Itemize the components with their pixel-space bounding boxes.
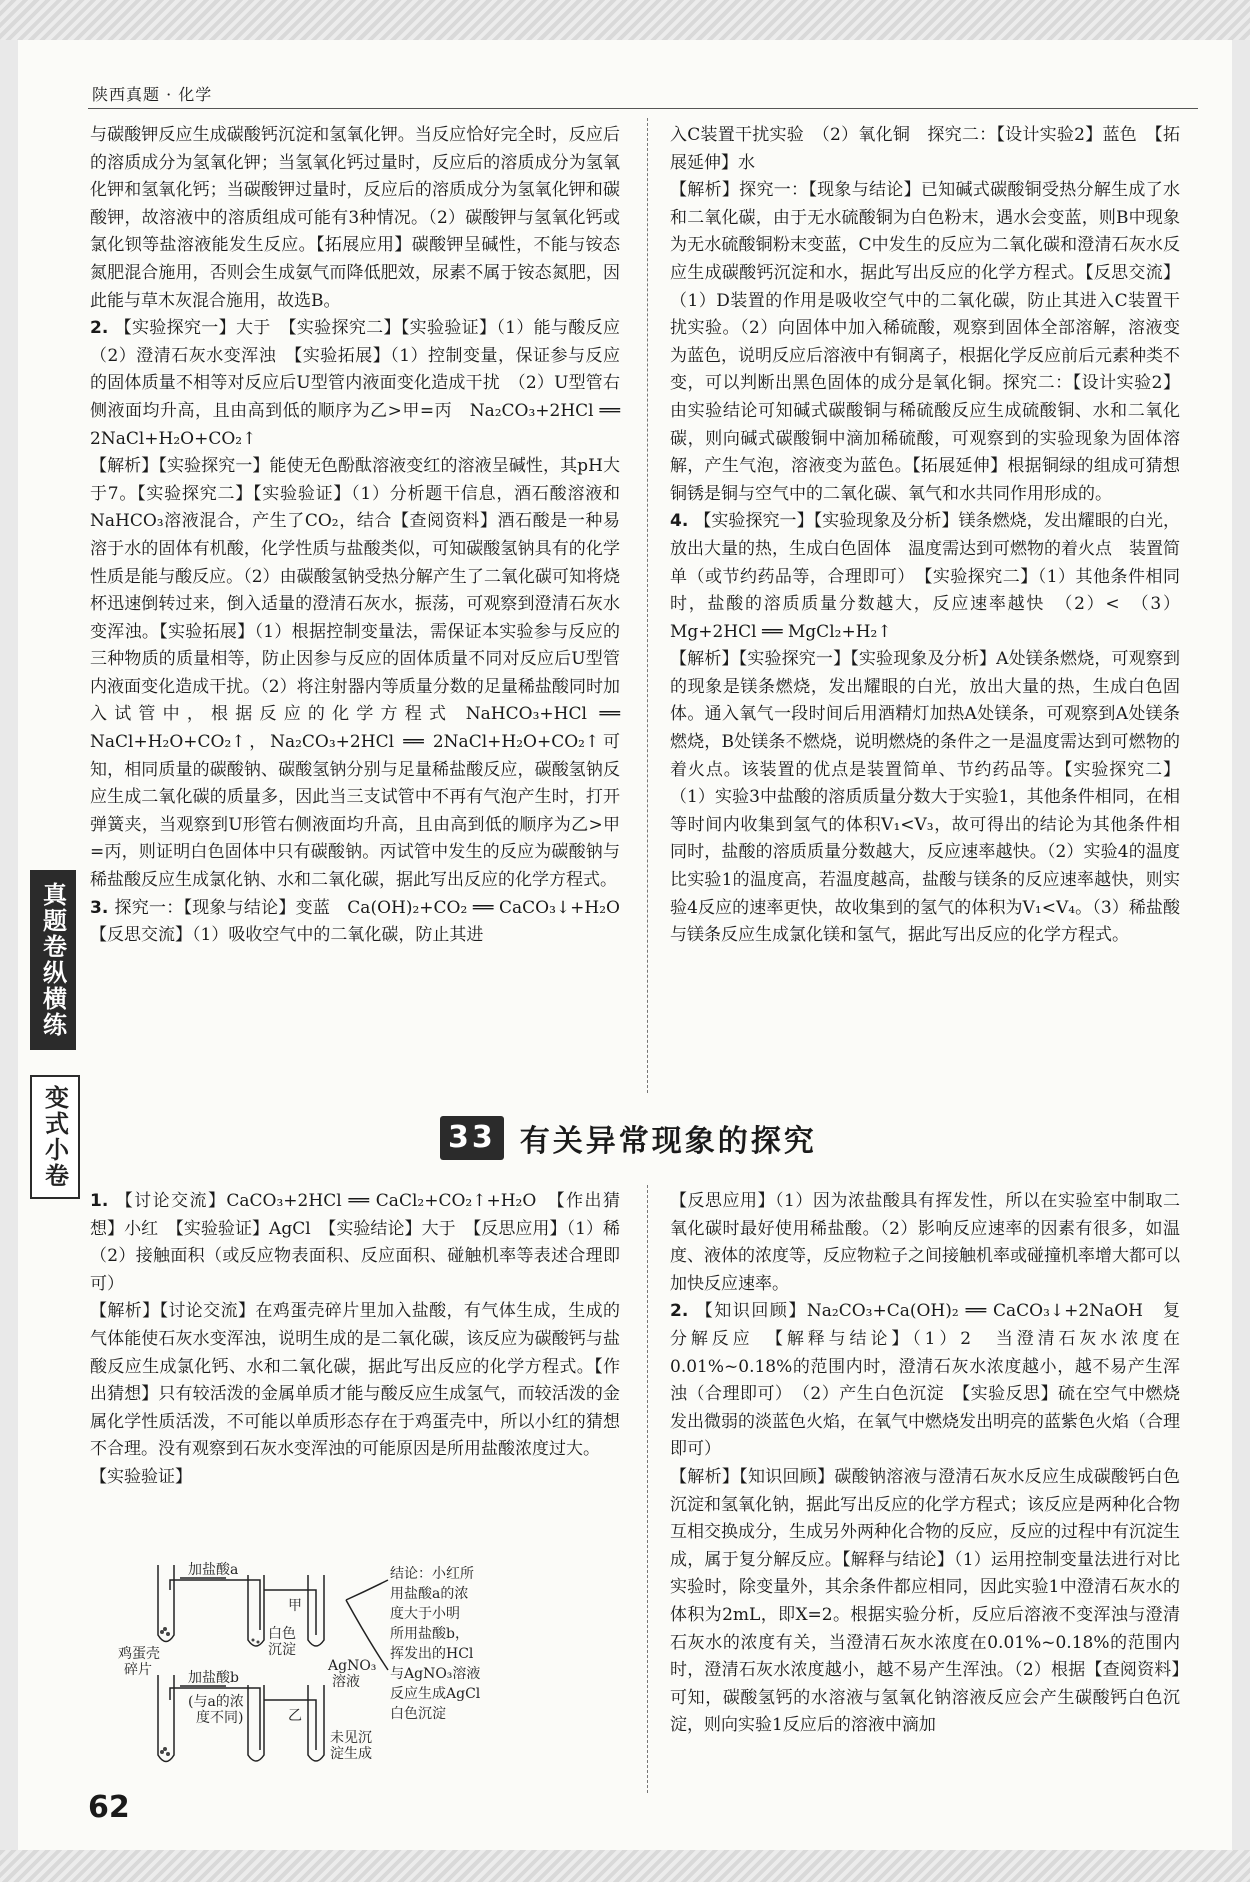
answer-2 — [90, 315, 637, 453]
conclusion-line: 挥发出的HCl — [390, 1646, 474, 1662]
side-tab-variant: 变式小卷 — [30, 1075, 80, 1199]
s33-answer-1-continuation: 【反思应用】（1）因为浓盐酸具有挥发性，所以在实验室中制取二氧化碳时最好使用稀盐酸。（2）影响反应速率的因素有很多，如温度、液体的浓度等，反应物粒子之间接触机率或碰撞机率增大都可以加快反应速率。 — [670, 1191, 1180, 1294]
question-number: 1. — [90, 1191, 109, 1211]
section-number: 33 — [440, 1116, 504, 1160]
answer-3-continuation: 入C装置干扰实验 （2）氧化铜 探究二：【设计实验2】蓝色 【拓展延伸】水 — [670, 125, 1180, 173]
label-yi: 乙 — [288, 1708, 302, 1724]
label-no-ppt-2: 淀生成 — [330, 1746, 372, 1762]
receiving-tube-jia — [248, 1575, 264, 1646]
answer-4-text: 【实验探究一】【实验现象及分析】镁条燃烧，发出耀眼的白光，放出大量的热，生成白色固体 温度需达到可燃物的着火点 装置简单（或节约药品等，合理即可） 【实验探究二】（1）其他条件相同时，盐酸的溶质质量分数越大，反应速率越快 （2）< （3）Mg+2HCl ══ MgCl₂+H₂↑ — [670, 511, 1180, 642]
experiment-verification-label: 【实验验证】 — [90, 1466, 192, 1487]
column-bottom-left — [90, 1188, 637, 1492]
label-add-acid-b: 加盐酸b — [188, 1670, 239, 1686]
experiment-diagram — [118, 1560, 618, 1780]
section-title: 有关异常现象的探究 — [519, 1124, 817, 1159]
answer-1-continuation: 与碳酸钾反应生成碳酸钙沉淀和氢氧化钾。当反应恰好完全时，反应后的溶质成分为氢氧化钾；当氢氧化钙过量时，反应后的溶质成分为氢氧化钾和氢氧化钙；当碳酸钾过量时，反应后的溶质成分为氢氧化钾和碳酸钾，故溶液中的溶质组成可能有3种情况。（2）碳酸钾与氢氧化钙或氯化钡等盐溶液能发生反应。【拓展应用】碳酸钾呈碱性，不能与铵态氮肥混合施用，否则会生成氨气而降低肥效，尿素不属于铵态氮肥，因此能与草木灰混合施用，故选B。 — [90, 125, 620, 311]
page-border-top — [0, 0, 1250, 40]
header-rule — [88, 108, 1198, 109]
s33-answer-2-analysis: 【解析】【知识回顾】碳酸钠溶液与澄清石灰水反应生成碳酸钙白色沉淀和氢氧化钠，据此写出反应的化学方程式；该反应是两种化合物互相交换成分，生成另外两种化合物的反应，反应的过程中有沉淀生成，属于复分解反应。【解释与结论】（1）运用控制变量法进行对比实验时，除变量外，其余条件都应相同，因此实验1中澄清石灰水的体积为2mL，即X=2。根据实验分析，反应后溶液不变浑浊与澄清石灰水的浓度有关，当澄清石灰水浓度在0.01%~0.18%的范围内时，澄清石灰水浓度越小，越不易产生浑浊。（2）根据【查阅资料】可知，碳酸氢钙的水溶液与氢氧化钠溶液反应会产生碳酸钙白色沉淀，则向实验1反应后的溶液中滴加 — [670, 1466, 1180, 1736]
question-number: 2. — [90, 318, 109, 339]
label-agno3-1: AgNO₃ — [328, 1658, 377, 1674]
label-white-ppt-2: 沉淀 — [268, 1642, 296, 1658]
answer-2-text: 【实验探究一】大于 【实验探究二】【实验验证】（1）能与酸反应 （2）澄清石灰水变浑浊 【实验拓展】（1）控制变量，保证参与反应的固体质量不相等对反应后U型管内液面变化造成干扰 （2）U型管右侧液面均升高，且由高到低的顺序为乙>甲=丙 Na₂CO₃+2HCl ══ 2NaCl+H₂O+CO₂↑ — [90, 318, 637, 449]
answer-4 — [670, 508, 1180, 646]
label-eggshell-2: 碎片 — [124, 1662, 152, 1678]
running-header: 陕西真题 · 化学 — [92, 85, 213, 104]
conclusion-line: 所用盐酸b， — [390, 1626, 469, 1642]
conclusion-bracket — [346, 1580, 388, 1600]
label-no-ppt-1: 未见沉 — [330, 1730, 372, 1746]
diagram-conclusion — [390, 1565, 481, 1722]
receiving-tube-lower — [248, 1685, 264, 1761]
label-acid-b-note-2: 度不同) — [196, 1710, 244, 1726]
question-number: 3. — [90, 897, 109, 918]
column-divider-bottom — [647, 1185, 648, 1793]
column-bottom-right — [670, 1188, 1180, 1740]
conclusion-line: 度大于小明 — [390, 1606, 460, 1622]
label-eggshell-1: 鸡蛋壳 — [118, 1646, 160, 1662]
label-jia: 甲 — [288, 1598, 302, 1614]
page-number: 62 — [88, 1790, 130, 1825]
question-number: 2. — [670, 1301, 689, 1322]
answer-4-analysis: 【解析】【实验探究一】【实验现象及分析】A处镁条燃烧，可观察到的现象是镁条燃烧，发出耀眼的白光，放出大量的热，生成白色固体。通入氧气一段时间后用酒精灯加热A处镁条，可观察到A处镁条燃烧，B处镁条不燃烧，说明燃烧的条件之一是温度需达到可燃物的着火点。该装置的优点是装置简单、节约药品等。【实验探究二】（1）实验3中盐酸的溶质质量分数大于实验1，其他条件相同，在相等时间内收集到氢气的体积V₁<V₃，故可得出的结论为其他条件相同时，盐酸的溶质质量分数越大，反应速率越快。（2）实验4的温度比实验1的温度高，若温度越高，盐酸与镁条的反应速率越快，则实验4反应的速率更快，故收集到的氢气的体积为V₁<V₄。（3）稀盐酸与镁条反应生成氯化镁和氢气，据此写出反应的化学方程式。 — [670, 649, 1180, 946]
column-top-left — [90, 122, 637, 950]
answer-3-text: 探究一：【现象与结论】变蓝 Ca(OH)₂+CO₂ ══ CaCO₃↓+H₂O 【反思交流】（1）吸收空气中的二氧化碳，防止其进 — [90, 897, 637, 946]
conclusion-line: 反应生成AgCl — [390, 1686, 481, 1702]
delivery-tube-a — [170, 1580, 260, 1630]
answer-2-analysis: 【解析】【实验探究一】能使无色酚酞溶液变红的溶液呈碱性，其pH大于7。【实验探究二】【实验验证】（1）分析题干信息，酒石酸溶液和NaHCO₃溶液混合，产生了CO₂，结合【查阅资料】酒石酸是一种易溶于水的固体有机酸，化学性质与盐酸类似，可知碳酸氢钠具有的化学性质是能与酸反应。（2）由碳酸氢钠受热分解产生了二氧化碳可知将烧杯迅速倒转过来，倒入适量的澄清石灰水，振荡，可观察到澄清石灰水变浑浊。【实验拓展】（1）根据控制变量法，需保证本实验参与反应的三种物质的质量相等，防止因参与反应的固体质量不同对反应后U型管内液面变化造成干扰。（2）将注射器内等质量分数的足量稀盐酸同时加入试管中，根据反应的化学方程式 NaHCO₃+HCl ══ NaCl+H₂O+CO₂↑，Na₂CO₃+2HCl ══ 2NaCl+H₂O+CO₂↑可知，相同质量的碳酸钠、碳酸氢钠分别与足量稀盐酸反应，碳酸氢钠反应生成二氧化碳的质量多，因此当三支试管中不再有气泡产生时，打开弹簧夹，当观察到U形管右侧液面均升高，且由高到低的顺序为乙>甲=丙，则证明白色固体中只有碳酸钠。丙试管中发生的反应为碳酸钠与稀盐酸反应生成氯化钠、水和二氧化碳，据此写出反应的化学方程式。 — [90, 456, 620, 891]
s33-answer-1-analysis: 【解析】【讨论交流】在鸡蛋壳碎片里加入盐酸，有气体生成，生成的气体能使石灰水变浑浊，说明生成的是二氧化碳，该反应为碳酸钙与盐酸反应生成氯化钙、水和二氧化碳，据此写出反应的化学方程式。【作出猜想】只有较活泼的金属单质才能与酸反应生成氢气，而较活泼的金属化学性质活泼，不可能以单质形态存在于鸡蛋壳中，所以小红的猜想不合理。没有观察到石灰水变浑浊的可能原因是所用盐酸浓度过大。 — [90, 1301, 620, 1460]
s33-answer-1-text: 【讨论交流】CaCO₃+2HCl ══ CaCl₂+CO₂↑+H₂O 【作出猜想】小红 【实验验证】AgCl 【实验结论】大于 【反思应用】（1）稀 （2）接触面积（或反应物表面积、反应面积、碰触机率等表述合理即可） — [90, 1191, 637, 1294]
conclusion-line: 与AgNO₃溶液 — [390, 1666, 481, 1682]
answer-3-analysis: 【解析】探究一：【现象与结论】已知碱式碳酸铜受热分解生成了水和二氧化碳，由于无水硫酸铜为白色粉末，遇水会变蓝，则B中现象为无水硫酸铜粉末变蓝，C中发生的反应为二氧化碳和澄清石灰水反应生成碳酸钙沉淀和水，据此写出反应的化学方程式。【反思交流】（1）D装置的作用是吸收空气中的二氧化碳，防止其进入C装置干扰实验。（2）向固体中加入稀硫酸，观察到固体全部溶解，溶液变为蓝色，说明反应后溶液中有铜离子，根据化学反应前后元素种类不变，可以判断出黑色固体的成分是氧化铜。探究二：【设计实验2】由实验结论可知碱式碳酸铜与稀硫酸反应生成硫酸铜、水和二氧化碳，则向碱式碳酸铜中滴加稀硫酸，可观察到的实验现象为固体溶解，产生气泡，溶液变为蓝色。【拓展延伸】根据铜绿的组成可猜想铜锈是铜与空气中的二氧化碳、氧气和水共同作用形成的。 — [670, 180, 1180, 504]
page-border-bottom — [0, 1850, 1250, 1882]
section-heading — [440, 1115, 817, 1161]
label-white-ppt-1: 白色 — [268, 1626, 296, 1642]
conclusion-line: 白色沉淀 — [390, 1706, 446, 1722]
conclusion-line: 用盐酸a的浓 — [390, 1586, 469, 1602]
column-top-right — [670, 122, 1180, 950]
conclusion-line: 结论：小红所 — [390, 1566, 474, 1582]
s33-answer-1 — [90, 1188, 637, 1298]
label-add-acid-a: 加盐酸a — [188, 1562, 239, 1578]
label-agno3-2: 溶液 — [332, 1674, 360, 1690]
s33-answer-2-text: 【知识回顾】Na₂CO₃+Ca(OH)₂ ══ CaCO₃↓+2NaOH 复分解反应 【解释与结论】（1）2 当澄清石灰水浓度在0.01%~0.18%的范围内时，澄清石灰水浓度越小，越不易产生浑浊（合理即可） （2）产生白色沉淀 【实验反思】硫在空气中燃烧发出微弱的淡蓝色火焰，在氧气中燃烧发出明亮的蓝紫色火焰（合理即可） — [670, 1301, 1180, 1460]
s33-answer-2 — [670, 1298, 1180, 1464]
side-tab-series: 真题卷纵横练 — [30, 870, 76, 1050]
answer-3 — [90, 895, 637, 950]
column-divider-top — [647, 118, 648, 1093]
question-number: 4. — [670, 511, 689, 532]
label-acid-b-note-1: (与a的浓 — [188, 1694, 244, 1710]
